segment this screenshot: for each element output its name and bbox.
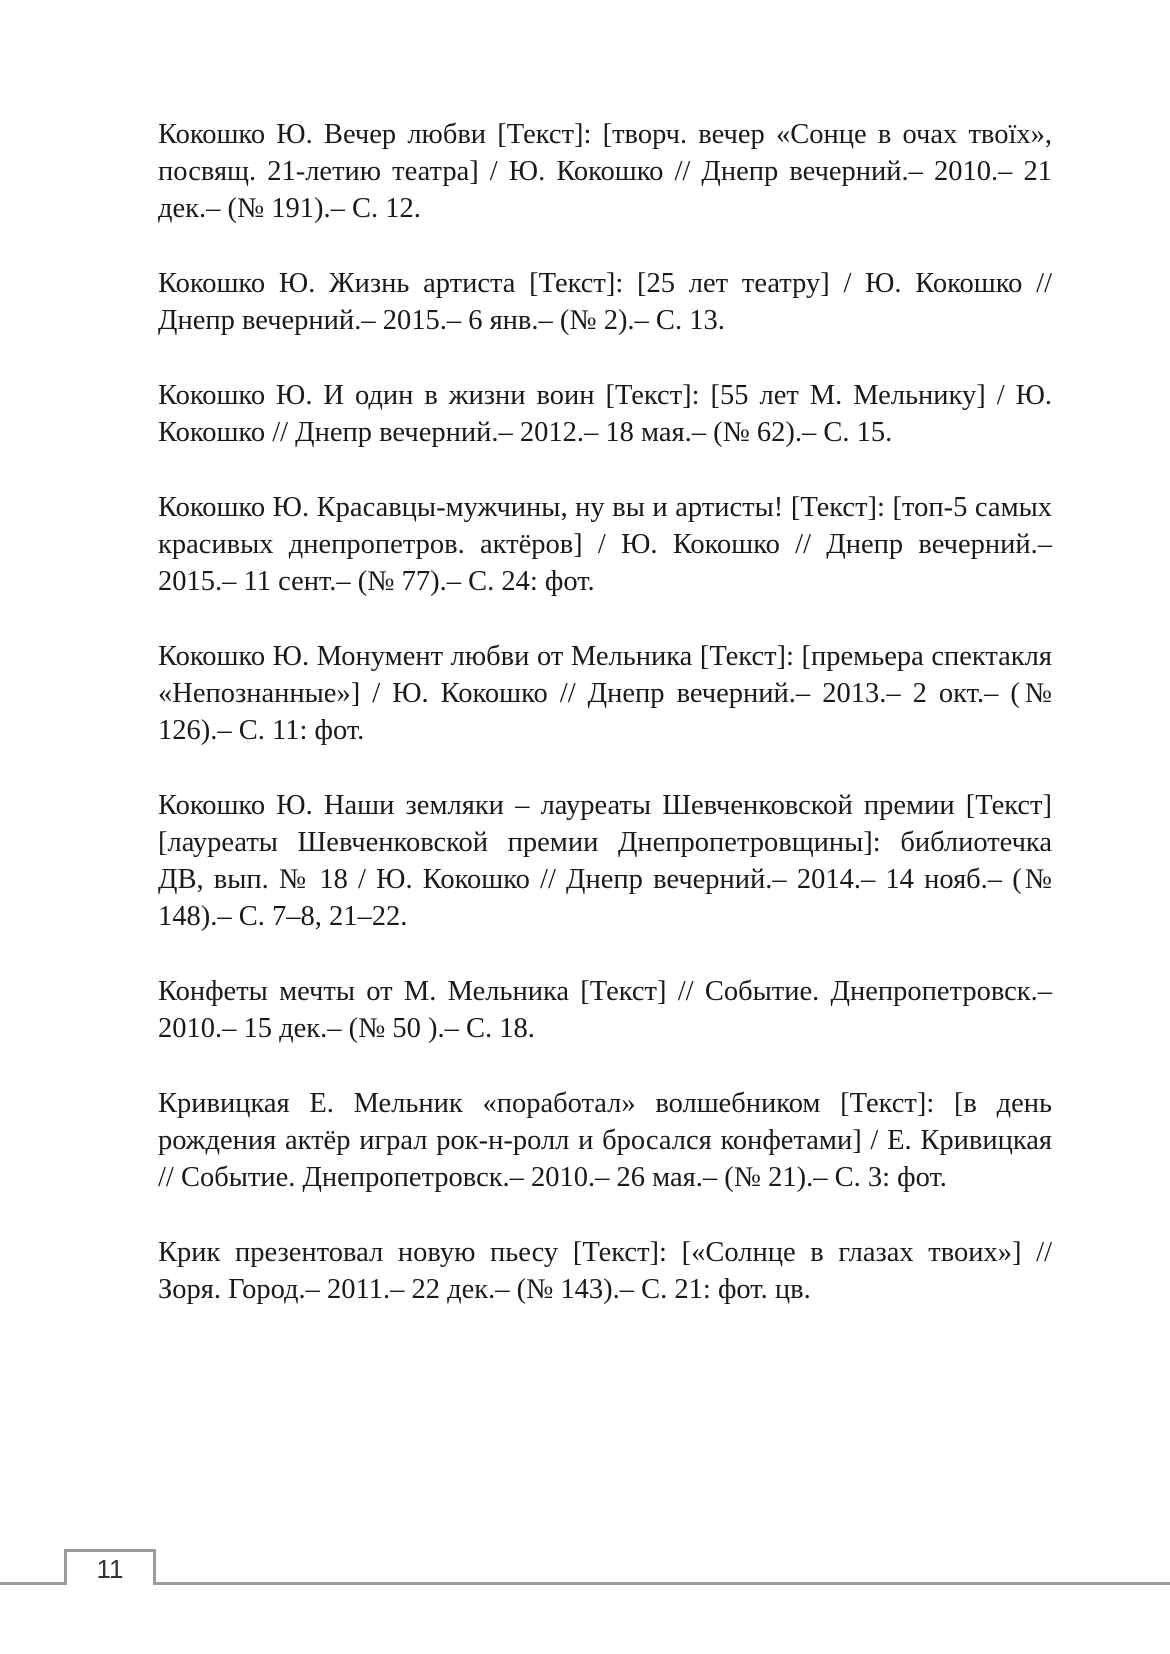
bibliography-entry: Кокошко Ю. Вечер любви [Текст]: [творч. вечер «Сонце в очах твоїх», посвящ. 21-летию театра] / Ю. Кокошко // Днепр вечерний.– 2010.– 21 дек.– (№ 191).– С. 12. [158, 119, 1052, 224]
bibliography-entry: Кокошко Ю. И один в жизни воин [Текст]: [55 лет М. Мельнику] / Ю. Кокошко // Днепр вечерний.– 2012.– 18 мая.– (№ 62).– С. 15. [158, 380, 1052, 448]
bibliography-entry: Кокошко Ю. Жизнь артиста [Текст]: [25 лет театру] / Ю. Кокошко // Днепр вечерний.– 2015.– 6 янв.– (№ 2).– С. 13. [158, 268, 1052, 336]
footer-rule [0, 1582, 64, 1585]
footer-rule [156, 1582, 1170, 1585]
bibliography-entry: Кокошко Ю. Красавцы-мужчины, ну вы и артисты! [Текст]: [топ-5 самых красивых днепропетров. актёров] / Ю. Кокошко // Днепр вечерний.– 2015.– 11 сент.– (№ 77).– С. 24: фот. [158, 492, 1052, 597]
bibliography-list [158, 116, 1052, 1346]
bibliography-entry: Кривицкая Е. Мельник «поработал» волшебником [Текст]: [в день рождения актёр играл рок-н-ролл и бросался конфетами] / Е. Кривицкая // Событие. Днепропетровск.– 2010.– 26 мая.– (№ 21).– С. 3: фот. [158, 1088, 1052, 1193]
bibliography-entry: Конфеты мечты от М. Мельника [Текст] // Событие. Днепропетровск.– 2010.– 15 дек.– (№ 50 ).– С. 18. [158, 976, 1052, 1044]
bibliography-entry: Кокошко Ю. Монумент любви от Мельника [Текст]: [премьера спектакля «Непознанные»] / Ю. Кокошко // Днепр вечерний.– 2013.– 2 окт.– (№ 126).– С. 11: фот. [158, 641, 1052, 746]
bibliography-entry: Кокошко Ю. Наши земляки – лауреаты Шевченковской премии [Текст] [лауреаты Шевченковской премии Днепропетровщины]: библиотечка ДВ, вып. № 18 / Ю. Кокошко // Днепр вечерний.– 2014.– 14 нояб.– (№ 148).– С. 7–8, 21–22. [158, 790, 1052, 932]
bibliography-entry: Крик презентовал новую пьесу [Текст]: [«Солнце в глазах твоих»] // Зоря. Город.– 2011.– 22 дек.– (№ 143).– С. 21: фот. цв. [158, 1237, 1052, 1305]
page-number: 11 [64, 1549, 156, 1585]
